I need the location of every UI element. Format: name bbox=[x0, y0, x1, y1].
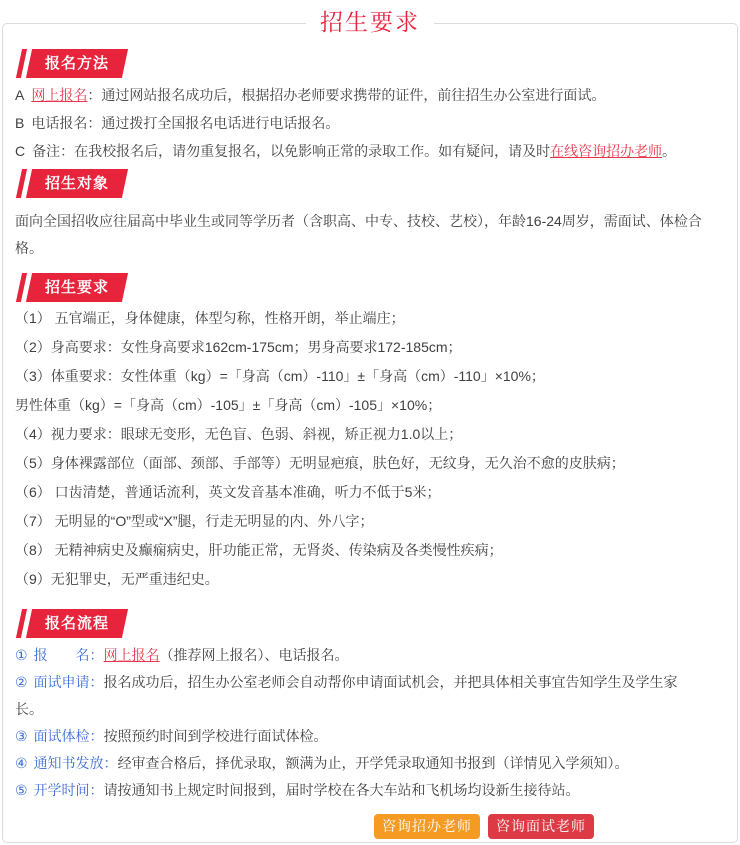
requirements-list bbox=[15, 304, 725, 594]
badge-label: 招生要求 bbox=[45, 279, 110, 296]
process-steps-list bbox=[15, 642, 725, 804]
method-item-a bbox=[15, 81, 725, 109]
step-text: 报名成功后，招生办公室老师会自动帮你申请面试机会，并把具体相关事宜告知学生及学生家长。 bbox=[15, 674, 678, 717]
badge-body bbox=[26, 273, 128, 302]
step-number-icon: ③ bbox=[15, 728, 28, 744]
section-badge-target bbox=[19, 169, 725, 198]
requirement-item-7: （7） 无明显的“O”型或“X”腿，行走无明显的内、外八字； bbox=[15, 513, 374, 529]
requirement-item-4: （4）视力要求：眼球无变形，无色盲、色弱、斜视，矫正视力1.0以上； bbox=[15, 426, 463, 442]
page-title bbox=[0, 4, 740, 37]
online-signup-link[interactable]: 网上报名 bbox=[31, 87, 88, 103]
item-prefix: A bbox=[15, 87, 25, 103]
step-text: 请按通知书上规定时间报到，届时学校在各大车站和飞机场均设新生接待站。 bbox=[103, 782, 580, 798]
section-badge-signup-method bbox=[19, 49, 725, 78]
section-badge-requirements bbox=[19, 273, 725, 302]
badge-label: 报名流程 bbox=[45, 615, 110, 632]
badge-stripe-icon bbox=[16, 169, 27, 198]
page-title-text: 招生要求 bbox=[306, 4, 434, 37]
requirement-item-5: （5）身体裸露部位（面部、颈部、手部等）无明显疤痕，肤色好，无纹身，无久治不愈的皮肤病； bbox=[15, 455, 625, 471]
online-signup-link-2[interactable]: 网上报名 bbox=[103, 647, 160, 663]
step-text: （推荐网上报名）、电话报名。 bbox=[159, 647, 349, 663]
consult-interview-teacher-button[interactable]: 咨询面试老师 bbox=[488, 814, 594, 839]
section-badge-process bbox=[19, 609, 725, 638]
requirement-item-6: （6） 口齿清楚，普通话流利，英文发音基本准确，听力不低于5米； bbox=[15, 484, 441, 500]
footer-buttons bbox=[15, 814, 725, 839]
requirement-item-2: （2）身高要求：女性身高要求162cm-175cm；男身高要求172-185cm； bbox=[15, 339, 462, 355]
item-prefix: B bbox=[15, 115, 25, 131]
item-text: 电话报名：通过拨打全国报名电话进行电话报名。 bbox=[31, 115, 340, 131]
item-text: 备注：在我校报名后，请勿重复报名，以免影响正常的录取工作。如有疑问，请及时 bbox=[32, 143, 551, 159]
item-text: ：通过网站报名成功后，根据招办老师要求携带的证件，前往招生办公室进行面试。 bbox=[87, 87, 606, 103]
badge-stripe-icon bbox=[16, 609, 27, 638]
process-step-4 bbox=[15, 750, 685, 777]
badge-body bbox=[26, 49, 128, 78]
step-label: 报 名： bbox=[33, 647, 104, 663]
requirement-item-9: （9）无犯罪史，无严重违纪史。 bbox=[15, 571, 219, 587]
process-step-2 bbox=[15, 669, 685, 723]
step-number-icon: ① bbox=[15, 647, 28, 663]
badge-stripe-icon bbox=[16, 49, 27, 78]
process-step-1 bbox=[15, 642, 685, 669]
consult-admission-teacher-button[interactable]: 咨询招办老师 bbox=[374, 814, 480, 839]
badge-label: 报名方法 bbox=[45, 55, 110, 72]
step-label: 开学时间： bbox=[33, 782, 104, 798]
step-number-icon: ⑤ bbox=[15, 782, 28, 798]
step-label: 面试体检： bbox=[33, 728, 104, 744]
process-step-5 bbox=[15, 777, 685, 804]
step-label: 面试申请： bbox=[33, 674, 104, 690]
requirement-item-1: （1） 五官端正，身体健康，体型匀称，性格开朗，举止端庄； bbox=[15, 310, 405, 326]
requirement-item-3b: 男性体重（kg）=「身高（cm）-105」±「身高（cm）-105」×10%； bbox=[15, 397, 442, 413]
step-text: 经审查合格后，择优录取，额满为止，开学凭录取通知书报到（详情见入学须知）。 bbox=[117, 755, 629, 771]
step-number-icon: ④ bbox=[15, 755, 28, 771]
online-consult-admission-link[interactable]: 在线咨询招办老师 bbox=[550, 143, 663, 159]
method-item-c bbox=[15, 137, 725, 165]
badge-stripe-icon bbox=[16, 273, 27, 302]
step-text: 按照预约时间到学校进行面试体检。 bbox=[103, 728, 328, 744]
requirement-item-8: （8） 无精神病史及癫痫病史，肝功能正常，无肾炎、传染病及各类慢性疾病； bbox=[15, 542, 503, 558]
item-prefix: C bbox=[15, 143, 26, 159]
badge-body bbox=[26, 609, 128, 638]
process-step-3 bbox=[15, 723, 685, 750]
requirement-item-3: （3）体重要求：女性体重（kg）=「身高（cm）-110」±「身高（cm）-110」×10%； bbox=[15, 368, 545, 384]
target-description: 面向全国招收应往届高中毕业生或同等学历者（含职高、中专、技校、艺校），年龄16-24周岁，需面试、体检合格。 bbox=[15, 213, 702, 256]
signup-method-list bbox=[15, 81, 725, 165]
item-text-tail: 。 bbox=[662, 143, 677, 159]
method-item-b bbox=[15, 109, 725, 137]
step-label: 通知书发放： bbox=[33, 755, 118, 771]
step-number-icon: ② bbox=[15, 674, 28, 690]
badge-body bbox=[26, 169, 128, 198]
content-panel bbox=[2, 23, 738, 843]
badge-label: 招生对象 bbox=[45, 175, 110, 192]
